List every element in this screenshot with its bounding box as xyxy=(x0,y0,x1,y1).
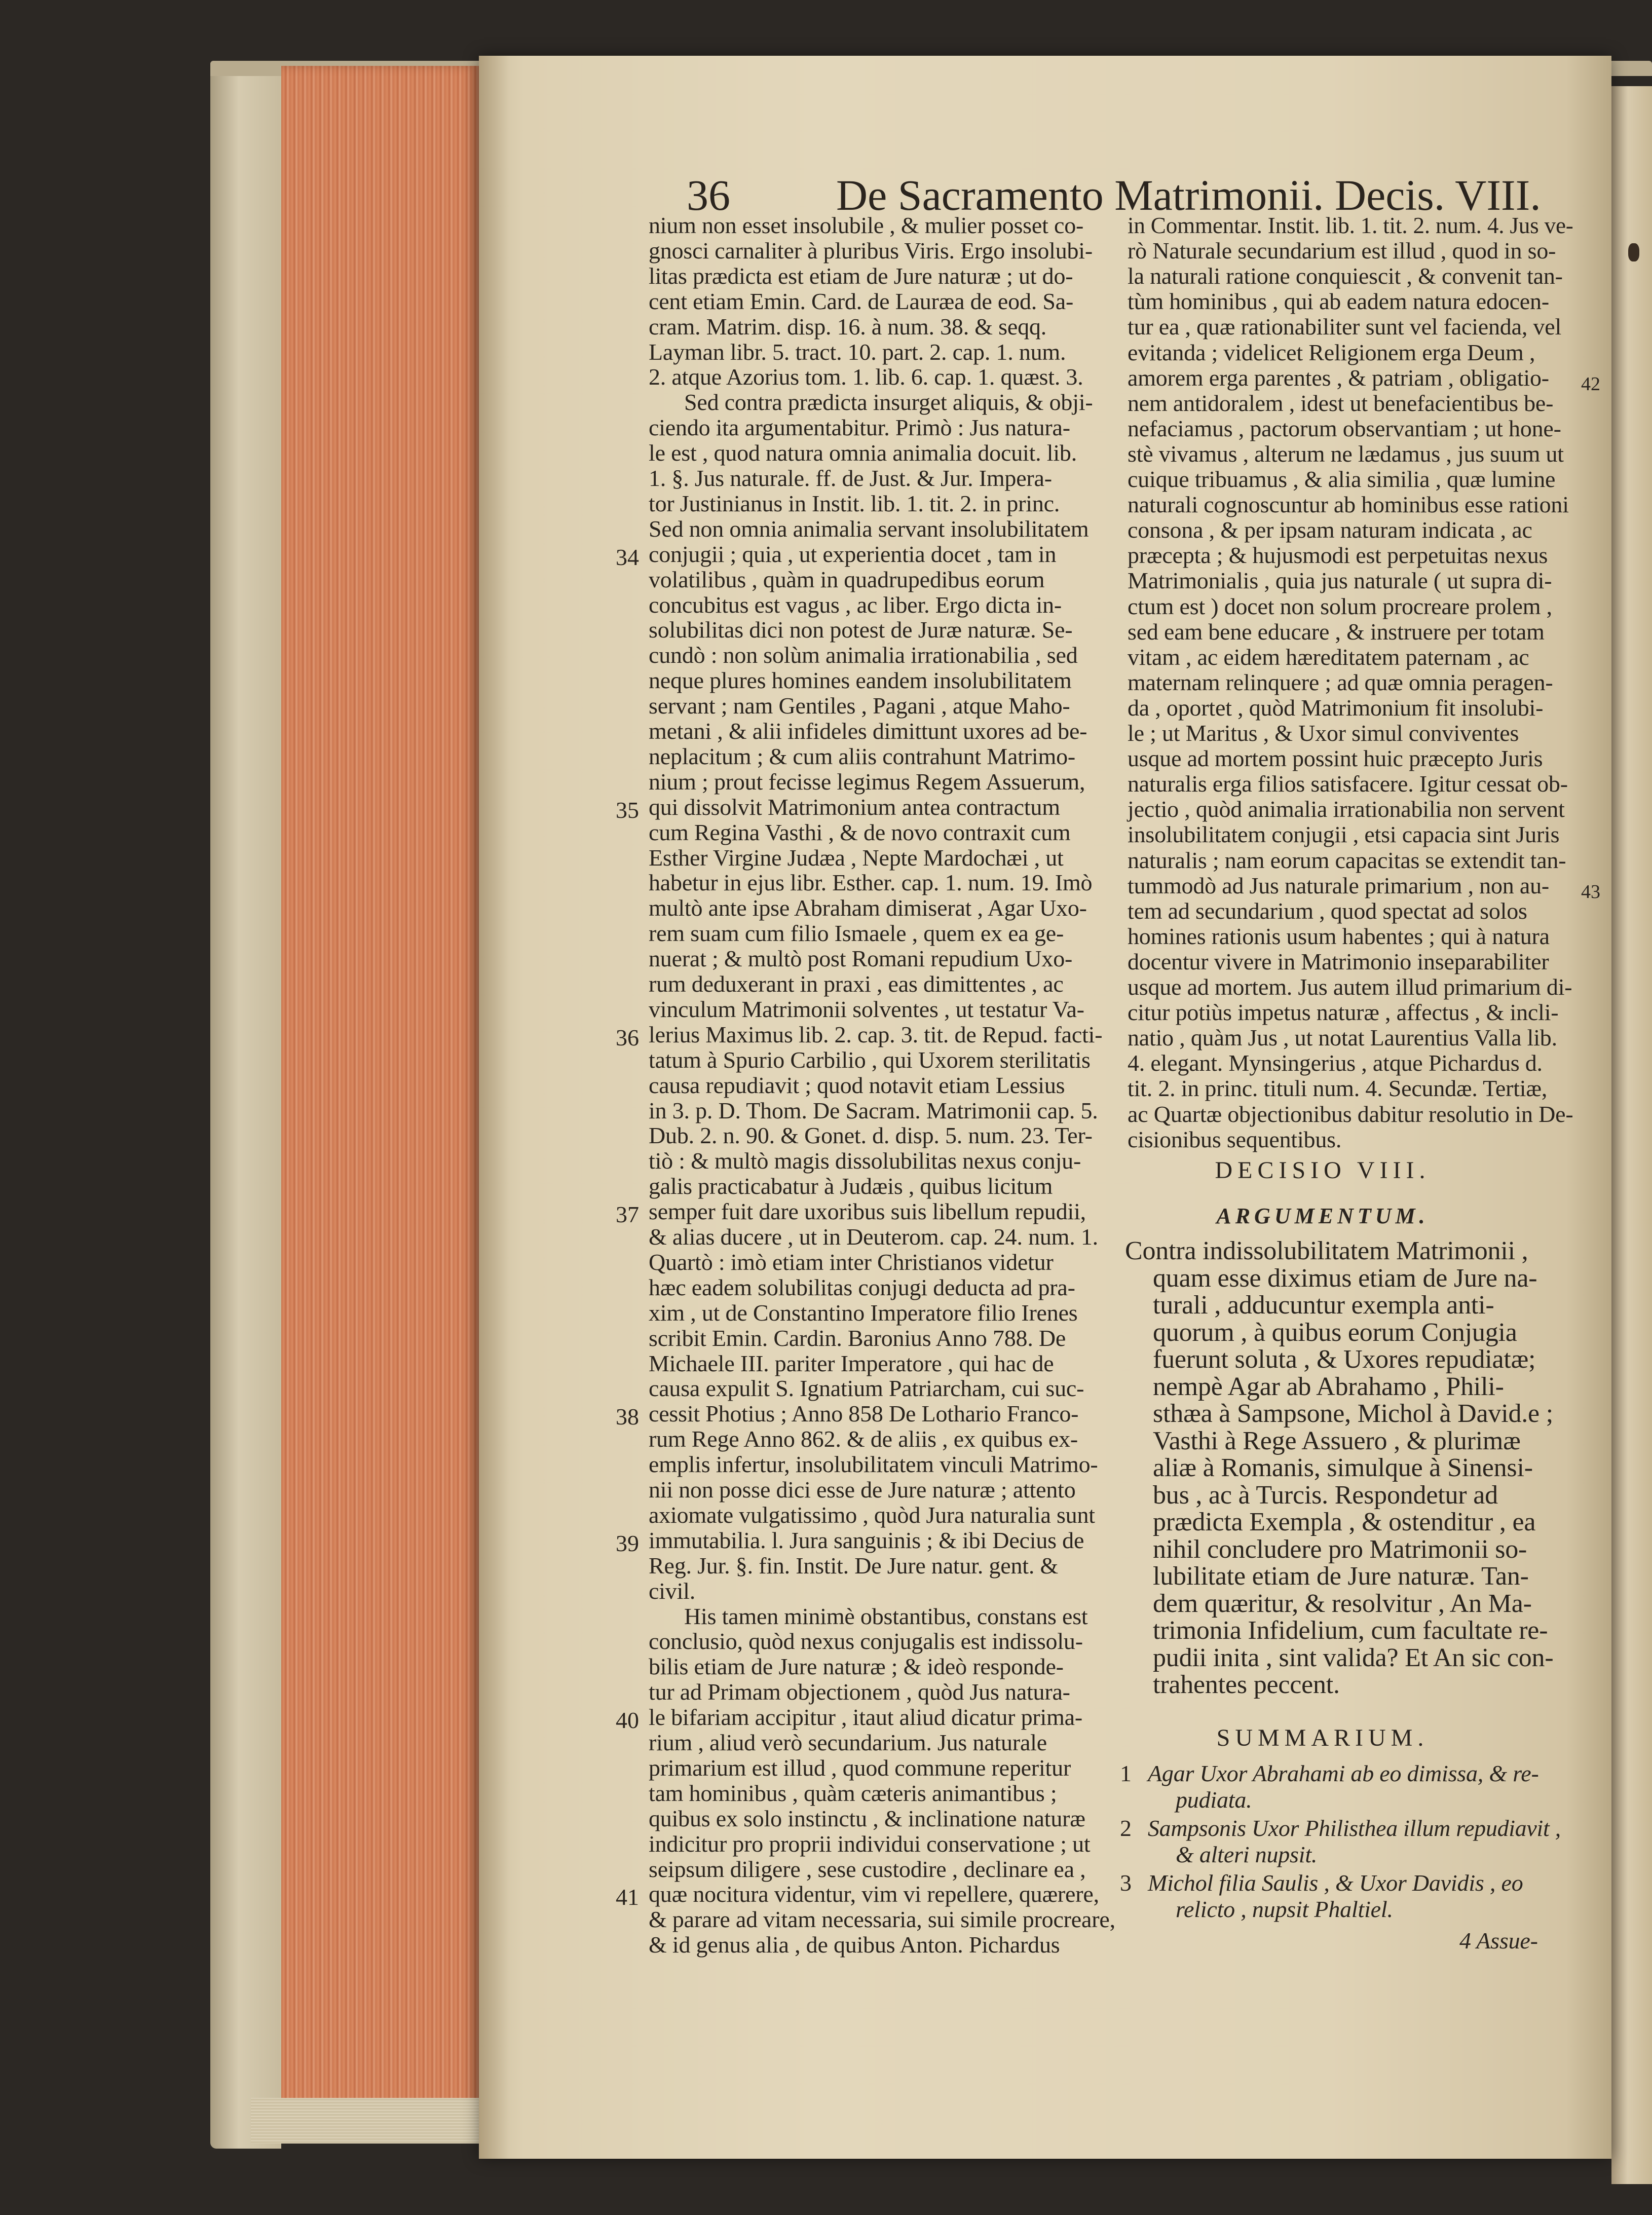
argumentum-line: quorum , à quibus eorum Conjugia xyxy=(1153,1318,1517,1347)
argumentum-line: pudii inita , sint valida? Et An sic con- xyxy=(1153,1643,1554,1672)
text-line: Michaele III. pariter Imperatore , qui hac de xyxy=(649,1350,1054,1376)
text-line: qui dissolvit Matrimonium antea contractum xyxy=(649,794,1060,820)
text-line: Esther Virgine Judæa , Nepte Mardochæi , ut xyxy=(649,844,1064,871)
text-line: Matrimonialis , quia jus naturale ( ut supra di- xyxy=(1128,568,1552,594)
argumentum-line: bus , ac à Turcis. Respondetur ad xyxy=(1153,1480,1498,1510)
text-line: jectio , quòd animalia irrationabilia non servent xyxy=(1128,796,1565,822)
margin-number: 42 xyxy=(1581,373,1600,395)
text-line: rum deduxerant in praxi , eas dimittentes , ac xyxy=(649,971,1064,997)
text-line: Reg. Jur. §. fin. Instit. De Jure natur. gent. & xyxy=(649,1552,1059,1579)
text-line: naturalis ; nam eorum capacitas se extendit tan- xyxy=(1128,847,1566,873)
text-line: tor Justinianus in Instit. lib. 1. tit. 2. in princ. xyxy=(649,490,1060,516)
page-stack-bottom xyxy=(251,2098,484,2144)
summarium-line: Sampsonis Uxor Philisthea illum repudiavit , xyxy=(1148,1815,1561,1841)
text-line: civil. xyxy=(649,1578,696,1604)
text-line: natio , quàm Jus , ut notat Laurentius Valla lib. xyxy=(1128,1025,1557,1051)
text-line: cram. Matrim. disp. 16. à num. 38. & seqq. xyxy=(649,313,1046,340)
text-line: hæc eadem solubilitas conjugi deducta ad pra- xyxy=(649,1274,1075,1300)
text-line: nem antidoralem , idest ut benefacientibus be- xyxy=(1128,390,1554,416)
text-line: scribit Emin. Cardin. Baronius Anno 788. De xyxy=(649,1325,1066,1351)
text-line: le est , quod natura omnia animalia docuit. lib. xyxy=(649,440,1077,466)
argumentum-line: Contra indissolubilitatem Matrimonii , xyxy=(1125,1236,1528,1265)
margin-number: 38 xyxy=(616,1404,639,1430)
text-line: insolubilitatem conjugii , etsi capacia sint Juris xyxy=(1128,821,1560,848)
text-line: cessit Photius ; Anno 858 De Lothario Franco- xyxy=(649,1401,1079,1427)
text-line: rem suam cum filio Ismaele , quem ex ea ge- xyxy=(649,920,1064,947)
text-line: rum Rege Anno 862. & de aliis , ex quibus ex- xyxy=(649,1426,1078,1452)
argumentum-line: turali , adducuntur exempla anti- xyxy=(1153,1291,1494,1320)
summarium-line: Michol filia Saulis , & Uxor Davidis , eo xyxy=(1148,1870,1523,1896)
text-line: 2. atque Azorius tom. 1. lib. 6. cap. 1. quæst. 3. xyxy=(649,364,1083,390)
text-line: in 3. p. D. Thom. De Sacram. Matrimonii cap. 5. xyxy=(649,1097,1098,1123)
argumentum-line: Vasthi à Rege Assuero , & plurimæ xyxy=(1153,1426,1521,1455)
text-line: cuique tribuamus , & alia similia , quæ lumine xyxy=(1128,466,1556,492)
text-line: cum Regina Vasthi , & de novo contraxit cum xyxy=(649,819,1071,845)
text-line: in Commentar. Instit. lib. 1. tit. 2. num. 4. Jus ve- xyxy=(1128,212,1573,238)
argumentum-line: sthæa à Sampsone, Michol à David.e ; xyxy=(1153,1399,1553,1428)
text-line: usque ad mortem. Jus autem illud primarium di- xyxy=(1128,974,1572,1000)
text-line: & parare ad vitam necessaria, sui simile procreare, xyxy=(649,1906,1115,1933)
text-line: citur potiùs impetus naturæ , affectus , & incli- xyxy=(1128,999,1559,1026)
margin-number: 41 xyxy=(616,1884,639,1910)
text-line: solubilitas dici non potest de Juræ naturæ. Se- xyxy=(649,617,1073,643)
text-line: conclusio, quòd nexus conjugalis est indissolu- xyxy=(649,1628,1083,1655)
book-cover-board xyxy=(210,61,281,2149)
text-line: usque ad mortem possint huic præcepto Juris xyxy=(1128,745,1543,772)
argumentum-line: quam esse diximus etiam de Jure na- xyxy=(1153,1263,1537,1293)
text-line: axiomate vulgatissimo , quòd Jura naturalia sunt xyxy=(649,1501,1095,1528)
text-line: le bifariam accipitur , itaut aliud dicatur prima- xyxy=(649,1704,1082,1731)
text-line: le ; ut Maritus , & Uxor simul conviventes xyxy=(1128,720,1519,746)
argumentum-line: prædicta Exempla , & ostenditur , ea xyxy=(1153,1508,1536,1536)
margin-number: 39 xyxy=(616,1530,639,1556)
text-line: naturali cognoscuntur ab hominibus esse rationi xyxy=(1128,492,1569,518)
text-line: maternam relinquere ; ad quæ omnia peragen- xyxy=(1128,669,1553,695)
ink-mark xyxy=(1628,243,1639,261)
argumentum-line: fuerunt soluta , & Uxores repudiatæ; xyxy=(1153,1345,1536,1374)
summarium-number: 1 xyxy=(1120,1760,1132,1786)
text-line: tiò : & multò magis dissolubilitas nexus conju- xyxy=(649,1148,1081,1174)
text-line: cundò : non solùm animalia irrationabilia , sed xyxy=(649,642,1078,668)
text-line: ac Quartæ objectionibus dabitur resolutio in De- xyxy=(1128,1101,1573,1127)
margin-number: 35 xyxy=(616,797,639,823)
text-line: Dub. 2. n. 90. & Gonet. d. disp. 5. num. 23. Ter- xyxy=(649,1122,1093,1149)
text-line: neque plures homines eandem insolubilitatem xyxy=(649,667,1072,694)
text-line: primarium est illud , quod commune reperitur xyxy=(649,1754,1071,1781)
text-line: amorem erga parentes , & patriam , obligatio- xyxy=(1128,364,1549,391)
text-line: conjugii ; quia , ut experientia docet , tam in xyxy=(649,541,1057,567)
text-line: præcepta ; & hujusmodi est perpetuitas nexus xyxy=(1128,542,1548,569)
text-line: ciendo ita argumentabitur. Primò : Jus natura- xyxy=(649,415,1070,441)
text-line: tùm hominibus , qui ab eadem natura edocen- xyxy=(1128,288,1549,315)
text-line: docentur vivere in Matrimonio inseparabiliter xyxy=(1128,948,1549,974)
argumentum-line: dem quæritur, & resolvitur , An Ma- xyxy=(1153,1589,1532,1618)
text-line: da , oportet , quòd Matrimonium fit insolubi- xyxy=(1128,694,1544,721)
text-line: litas prædicta est etiam de Jure naturæ ; ut do- xyxy=(649,262,1073,289)
text-line: consona , & per ipsam naturam indicata , ac xyxy=(1128,517,1532,543)
summarium-line: Agar Uxor Abrahami ab eo dimissa, & re- xyxy=(1148,1760,1539,1786)
text-line: habetur in ejus libr. Esther. cap. 1. num. 19. Imò xyxy=(649,870,1093,896)
text-line: Layman libr. 5. tract. 10. part. 2. cap. 1. num. xyxy=(649,339,1066,365)
catchword: 4 Assue- xyxy=(1459,1928,1538,1954)
text-line: 1. §. Jus naturale. ff. de Just. & Jur. Impera- xyxy=(649,465,1052,491)
text-line: gnosci carnaliter à pluribus Viris. Ergo insolubi- xyxy=(649,237,1093,264)
text-line: volatilibus , quàm in quadrupedibus eorum xyxy=(649,566,1045,592)
text-line: His tamen minimè obstantibus, constans est xyxy=(684,1603,1088,1629)
text-line: concubitus est vagus , ac liber. Ergo dicta in- xyxy=(649,591,1062,618)
text-line: rò Naturale secundarium est illud , quod in so- xyxy=(1128,238,1556,264)
text-line: & alias ducere , ut in Deuterom. cap. 24. num. 1. xyxy=(649,1224,1098,1250)
margin-number: 40 xyxy=(616,1707,639,1734)
text-line: seipsum diligere , sese custodire , declinare ea , xyxy=(649,1856,1086,1882)
decisio-title: DECISIO VIII. xyxy=(1215,1157,1431,1184)
text-line: tatum à Spurio Carbilio , qui Uxorem sterilitatis xyxy=(649,1046,1091,1073)
text-line: tam hominibus , quàm cæteris animantibus ; xyxy=(649,1780,1057,1806)
gutter-shadow xyxy=(479,56,509,2159)
text-line: cent etiam Emin. Card. de Lauræa de eod. Sa- xyxy=(649,288,1074,314)
text-line: nium ; prout fecisse legimus Regem Assuerum, xyxy=(649,768,1085,795)
text-line: & id genus alia , de quibus Anton. Pichardus xyxy=(649,1932,1060,1958)
text-line: causa expulit S. Ignatium Patriarcham, cui suc- xyxy=(649,1375,1084,1402)
text-line: bilis etiam de Jure naturæ ; & ideò responde- xyxy=(649,1654,1064,1680)
text-line: nium non esset insolubile , & mulier posset co- xyxy=(649,212,1084,238)
argumentum-line: aliæ à Romanis, simulque à Sinensi- xyxy=(1153,1453,1533,1482)
argumentum-line: trimonia Infidelium, cum facultate re- xyxy=(1153,1616,1548,1645)
text-line: neplacitum ; & cum aliis contrahunt Matrimo- xyxy=(649,743,1075,769)
text-line: multò ante ipse Abraham dimiserat , Agar Uxo- xyxy=(649,895,1087,921)
text-line: ctum est ) docet non solum procreare prolem , xyxy=(1128,593,1552,619)
text-line: Sed contra prædicta insurget aliquis, & obji- xyxy=(684,389,1093,416)
text-line: tur ea , quæ rationabiliter sunt vel facienda, vel xyxy=(1128,314,1562,340)
text-line: vinculum Matrimonii solventes , ut testatur Va- xyxy=(649,996,1084,1022)
text-line: cisionibus sequentibus. xyxy=(1128,1126,1342,1152)
argumentum-line: trahentes peccent. xyxy=(1153,1670,1340,1699)
text-line: la naturali ratione conquiescit , & convenit tan- xyxy=(1128,263,1563,289)
text-line: galis practicabatur à Judæis , quibus licitum xyxy=(649,1173,1053,1199)
argumentum-line: nempè Agar ab Abrahamo , Phili- xyxy=(1153,1372,1504,1401)
text-line: metani , & alii infideles dimittunt uxores ad be- xyxy=(649,718,1087,744)
text-line: xim , ut de Constantino Imperatore filio Irenes xyxy=(649,1299,1078,1326)
margin-number: 34 xyxy=(616,544,639,570)
red-sprinkled-fore-edge xyxy=(281,66,479,2141)
text-line: Quartò : imò etiam inter Christianos videtur xyxy=(649,1249,1054,1275)
text-line: tur ad Primam objectionem , quòd Jus natura- xyxy=(649,1679,1070,1705)
text-line: nuerat ; & multò post Romani repudium Uxo- xyxy=(649,946,1073,972)
page-number: 36 xyxy=(687,171,730,219)
margin-number: 36 xyxy=(616,1024,639,1050)
text-line: vitam , ac eidem hæreditatem paternam , ac xyxy=(1128,644,1529,670)
facing-page-edge xyxy=(1611,86,1652,2184)
summarium-title: SUMMARIUM. xyxy=(1216,1724,1429,1751)
text-line: tummodò ad Jus naturale primarium , non au- xyxy=(1128,872,1550,898)
summarium-line: relicto , nupsit Phaltiel. xyxy=(1176,1896,1393,1922)
margin-number: 43 xyxy=(1581,881,1600,903)
running-title: De Sacramento Matrimonii. Decis. VIII. xyxy=(836,171,1541,219)
text-line: Sed non omnia animalia servant insolubilitatem xyxy=(649,515,1089,542)
text-line: nii non posse dici esse de Jure naturæ ; attento xyxy=(649,1477,1076,1503)
margin-number: 37 xyxy=(616,1202,639,1228)
argumentum-line: nihil concludere pro Matrimonii so- xyxy=(1153,1534,1527,1564)
summarium-line: & alteri nupsit. xyxy=(1176,1842,1318,1867)
argumentum-line: lubilitate etiam de Jure naturæ. Tan- xyxy=(1153,1562,1529,1591)
summarium-number: 2 xyxy=(1120,1815,1132,1841)
text-line: emplis infertur, insolubilitatem vinculi Matrimo- xyxy=(649,1451,1098,1478)
text-line: semper fuit dare uxoribus suis libellum repudii, xyxy=(649,1198,1086,1225)
text-line: servant ; nam Gentiles , Pagani , atque Maho- xyxy=(649,693,1070,719)
summarium-number: 3 xyxy=(1120,1870,1132,1896)
text-line: immutabilia. l. Jura sanguinis ; & ibi Decius de xyxy=(649,1527,1084,1553)
text-line: rium , aliud verò secundarium. Jus naturale xyxy=(649,1730,1047,1755)
text-line: indicitur pro proprii individui conservatione ; ut xyxy=(649,1830,1091,1857)
text-line: causa repudiavit ; quod notavit etiam Lessius xyxy=(649,1072,1065,1098)
text-line: nefaciamus , pactorum observantiam ; ut hone- xyxy=(1128,415,1561,441)
text-line: naturalis erga filios satisfacere. Igitur cessat ob- xyxy=(1128,771,1568,797)
text-line: tem ad secundarium , quod spectat ad solos xyxy=(1128,897,1527,924)
summarium-line: pudiata. xyxy=(1176,1787,1252,1813)
text-line: homines rationis usum habentes ; qui à natura xyxy=(1128,923,1550,949)
text-line: quæ nocitura videntur, vim vi repellere, quærere, xyxy=(649,1881,1099,1907)
text-line: quibus ex solo instinctu , & inclinatione naturæ xyxy=(649,1805,1085,1831)
text-line: stè vivamus , alterum ne lædamus , jus suum ut xyxy=(1128,440,1564,467)
text-line: sed eam bene educare , & instruere per totam xyxy=(1128,618,1545,645)
text-line: evitanda ; videlicet Religionem erga Deum , xyxy=(1128,339,1535,365)
text-line: lerius Maximus lib. 2. cap. 3. tit. de Repud. facti- xyxy=(649,1021,1103,1047)
argumentum-title: ARGUMENTUM. xyxy=(1216,1204,1429,1228)
text-line: 4. elegant. Mynsingerius , atque Pichardus d. xyxy=(1128,1050,1543,1076)
text-line: tit. 2. in princ. tituli num. 4. Secundæ. Tertiæ, xyxy=(1128,1075,1548,1102)
